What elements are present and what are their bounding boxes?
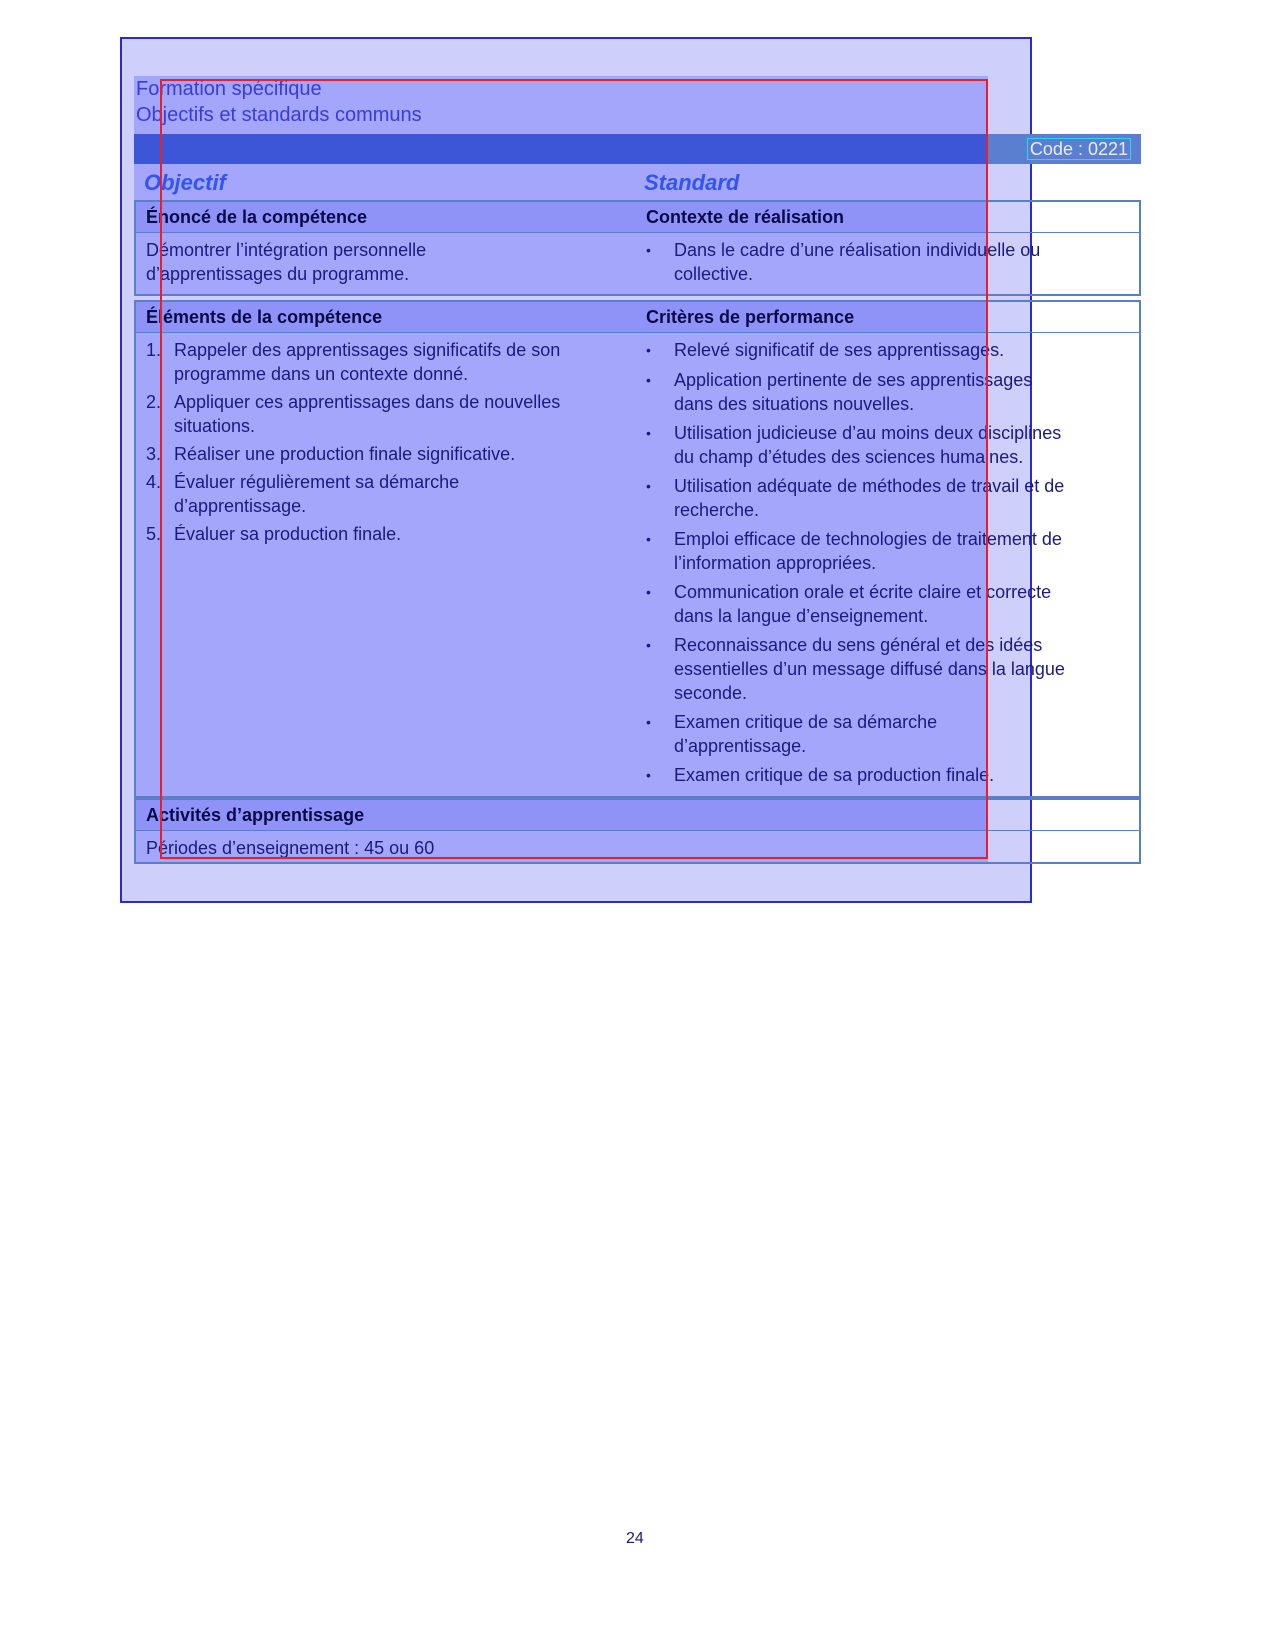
- activites-title: Activités d’apprentissage: [146, 805, 365, 825]
- periodes-text: Périodes d’enseignement : 45 ou 60: [146, 838, 435, 858]
- activites-header: [136, 800, 1139, 831]
- enonce-section: Énoncé de la compétence Contexte de réalisation Démontrer l’intégration personnelle d’apprentissages du programme. • Dans le cadre d’une réalisation individuelle ou collective.: [134, 200, 1141, 296]
- column-titles: [134, 164, 988, 200]
- formation-label: Formation spécifique: [136, 78, 322, 100]
- criteres-title: Critères de performance: [646, 307, 855, 327]
- elements-title: Éléments de la compétence: [146, 307, 383, 327]
- enonce-title: Énoncé de la compétence: [146, 207, 368, 227]
- standard-title: Standard: [644, 170, 740, 195]
- elements-section: Éléments de la compétence Critères de performance 1. Rappeler des apprentissages significatifs de son programme dans un contexte donné. 2. Appliquer ces apprentissages dans de nouvelles situations. 3. Réaliser une production finale significative. 4. Évaluer régulièrement sa démarche d’apprentissage. 5. Évaluer sa production finale. • Relevé significatif de ses apprentissages. • Application pertinente de ses apprentissages dans des situations nouvelles. • Utilisation judicieuse d’au moins deux disciplines du champ d’études des sciences humaines. • Utilisation adéquate de méthodes de travail et de recherche. • Emploi efficace de technologies de traitement de l’information appropriées. • Communication orale et écrite claire et correcte dans la langue d’enseignement. • Reconnaissance du sens général et des idées essentielles d’un message diffusé dans la langue seconde. • Examen critique de sa démarche d’apprentissage. • Examen critique de sa production finale.: [134, 300, 1141, 798]
- activites-section: [134, 798, 1141, 864]
- enonce-text: Démontrer l’intégration personnelle d’apprentissages du programme.: [146, 240, 427, 284]
- code-bar: [134, 134, 1141, 164]
- objectives-label: Objectifs et standards communs: [136, 104, 422, 126]
- formation-heading: [134, 76, 988, 102]
- objectif-title: Objectif: [144, 170, 226, 195]
- page-number: 24: [626, 1530, 644, 1547]
- enonce-header: [136, 202, 1139, 233]
- elements-header: [136, 302, 1139, 333]
- contexte-title: Contexte de réalisation: [646, 207, 845, 227]
- objectives-heading: [134, 102, 988, 134]
- code-label: Code : 0221: [1027, 138, 1131, 160]
